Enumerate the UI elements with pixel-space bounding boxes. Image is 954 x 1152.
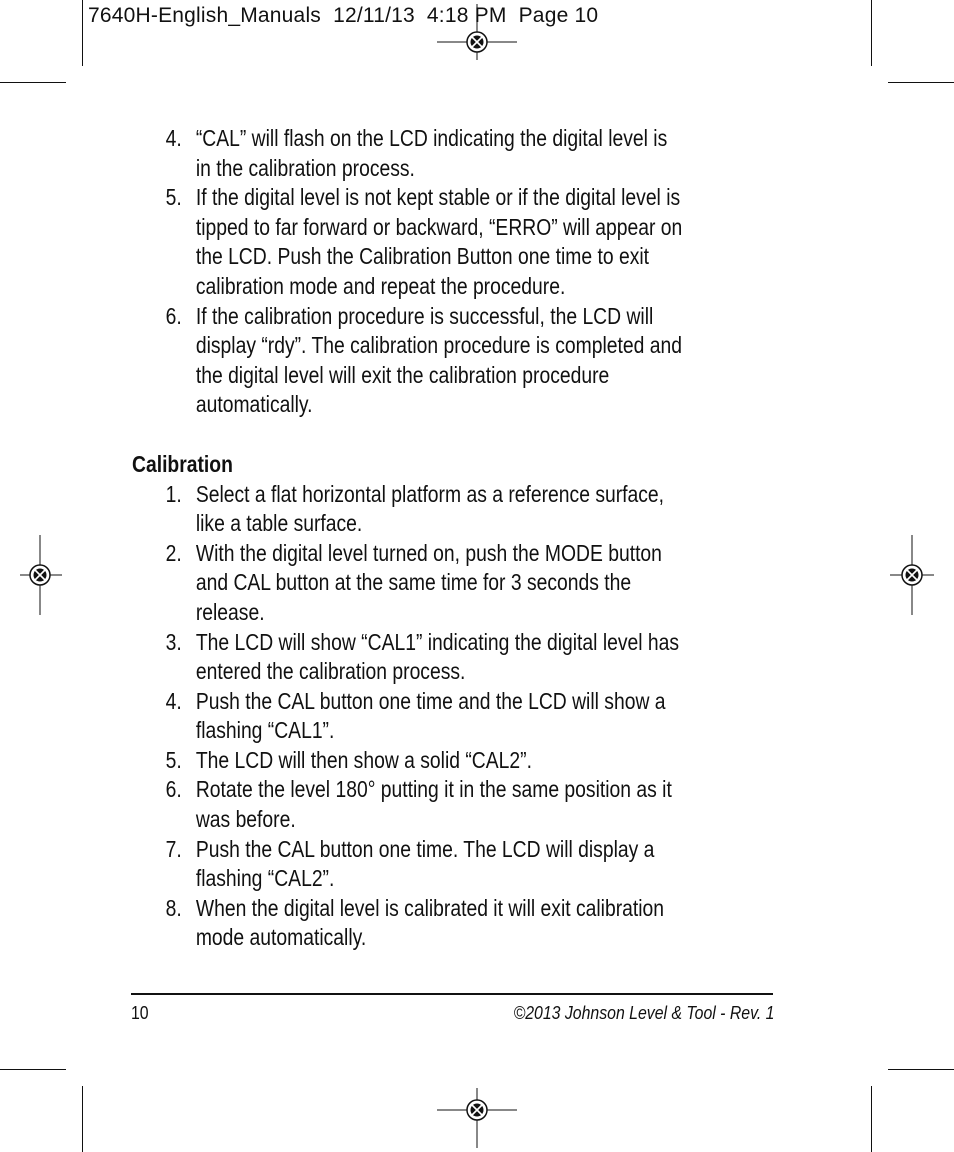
list-item	[132, 775, 686, 834]
list-item-number: 5.	[165, 746, 182, 773]
list-item-number: 6.	[165, 302, 182, 329]
registration-mark-top-icon	[437, 2, 517, 82]
calibration-steps-list	[132, 480, 686, 954]
crop-mark-bottom-right-horizontal	[888, 1069, 954, 1070]
copyright-notice: ©2013 Johnson Level & Tool - Rev. 1	[513, 1003, 774, 1023]
print-slug: 7640H-English_Manuals 12/11/13 4:18 PM Page 10	[88, 4, 599, 27]
list-item-number: 3.	[165, 628, 182, 655]
list-item-number: 5.	[165, 184, 182, 211]
list-item	[132, 687, 686, 746]
list-item-number: 4.	[165, 125, 182, 151]
list-item	[132, 183, 686, 301]
footer-rule	[131, 993, 773, 995]
list-item-text: “CAL” will flash on the LCD indicating the digital level is in the calibration process.	[195, 125, 668, 181]
list-item-number: 8.	[165, 894, 182, 921]
section-heading: Calibration	[132, 450, 233, 477]
list-item	[132, 835, 686, 894]
list-item	[132, 894, 686, 953]
list-item	[132, 539, 686, 628]
registration-mark-bottom-icon	[437, 1070, 517, 1150]
registration-mark-left-icon	[0, 535, 80, 615]
crop-mark-top-right-horizontal	[888, 82, 954, 83]
list-item-number: 2.	[165, 539, 182, 566]
page-number: 10	[131, 1003, 149, 1023]
manual-body	[132, 124, 686, 953]
list-item	[132, 480, 686, 539]
list-item-text: Rotate the level 180° putting it in the same position as it was before.	[195, 776, 672, 833]
registration-mark-right-icon	[872, 535, 952, 615]
list-item-number: 6.	[165, 776, 182, 803]
list-item-number: 7.	[165, 835, 182, 862]
list-item-text: The LCD will then show a solid “CAL2”.	[195, 746, 532, 773]
list-item	[132, 124, 686, 183]
crop-mark-top-left-vertical	[82, 0, 83, 66]
crop-mark-bottom-left-vertical	[82, 1086, 83, 1152]
list-item-number: 4.	[165, 687, 182, 714]
list-item-text: If the calibration procedure is successful, the LCD will display “rdy”. The calibration procedure is completed and the digital level will exit the calibration procedure automatically.	[195, 302, 682, 418]
list-item-text: Select a flat horizontal platform as a reference surface, like a table surface.	[195, 480, 665, 537]
list-item-text: If the digital level is not kept stable or if the digital level is tipped to far forward or backward, “ERRO” will appear on the LCD. Push the Calibration Button one time to exit calibration mode and repeat the procedure.	[195, 184, 683, 299]
crop-mark-top-right-vertical	[871, 0, 872, 66]
list-item	[132, 628, 686, 687]
list-item	[132, 302, 686, 420]
list-item-text: The LCD will show “CAL1” indicating the digital level has entered the calibration process.	[195, 628, 680, 685]
list-item-number: 1.	[165, 480, 182, 507]
crop-mark-top-left-horizontal	[0, 82, 66, 83]
list-item-text: Push the CAL button one time. The LCD will display a flashing “CAL2”.	[195, 835, 655, 892]
list-item	[132, 746, 686, 776]
list-item-text: With the digital level turned on, push the MODE button and CAL button at the same time for 3 seconds the release.	[195, 539, 662, 625]
crop-mark-bottom-left-horizontal	[0, 1069, 66, 1070]
list-item-text: Push the CAL button one time and the LCD will show a flashing “CAL1”.	[195, 687, 666, 744]
list-item-text: When the digital level is calibrated it will exit calibration mode automatically.	[195, 894, 665, 951]
procedure-list-continued	[132, 124, 686, 420]
crop-mark-bottom-right-vertical	[871, 1086, 872, 1152]
